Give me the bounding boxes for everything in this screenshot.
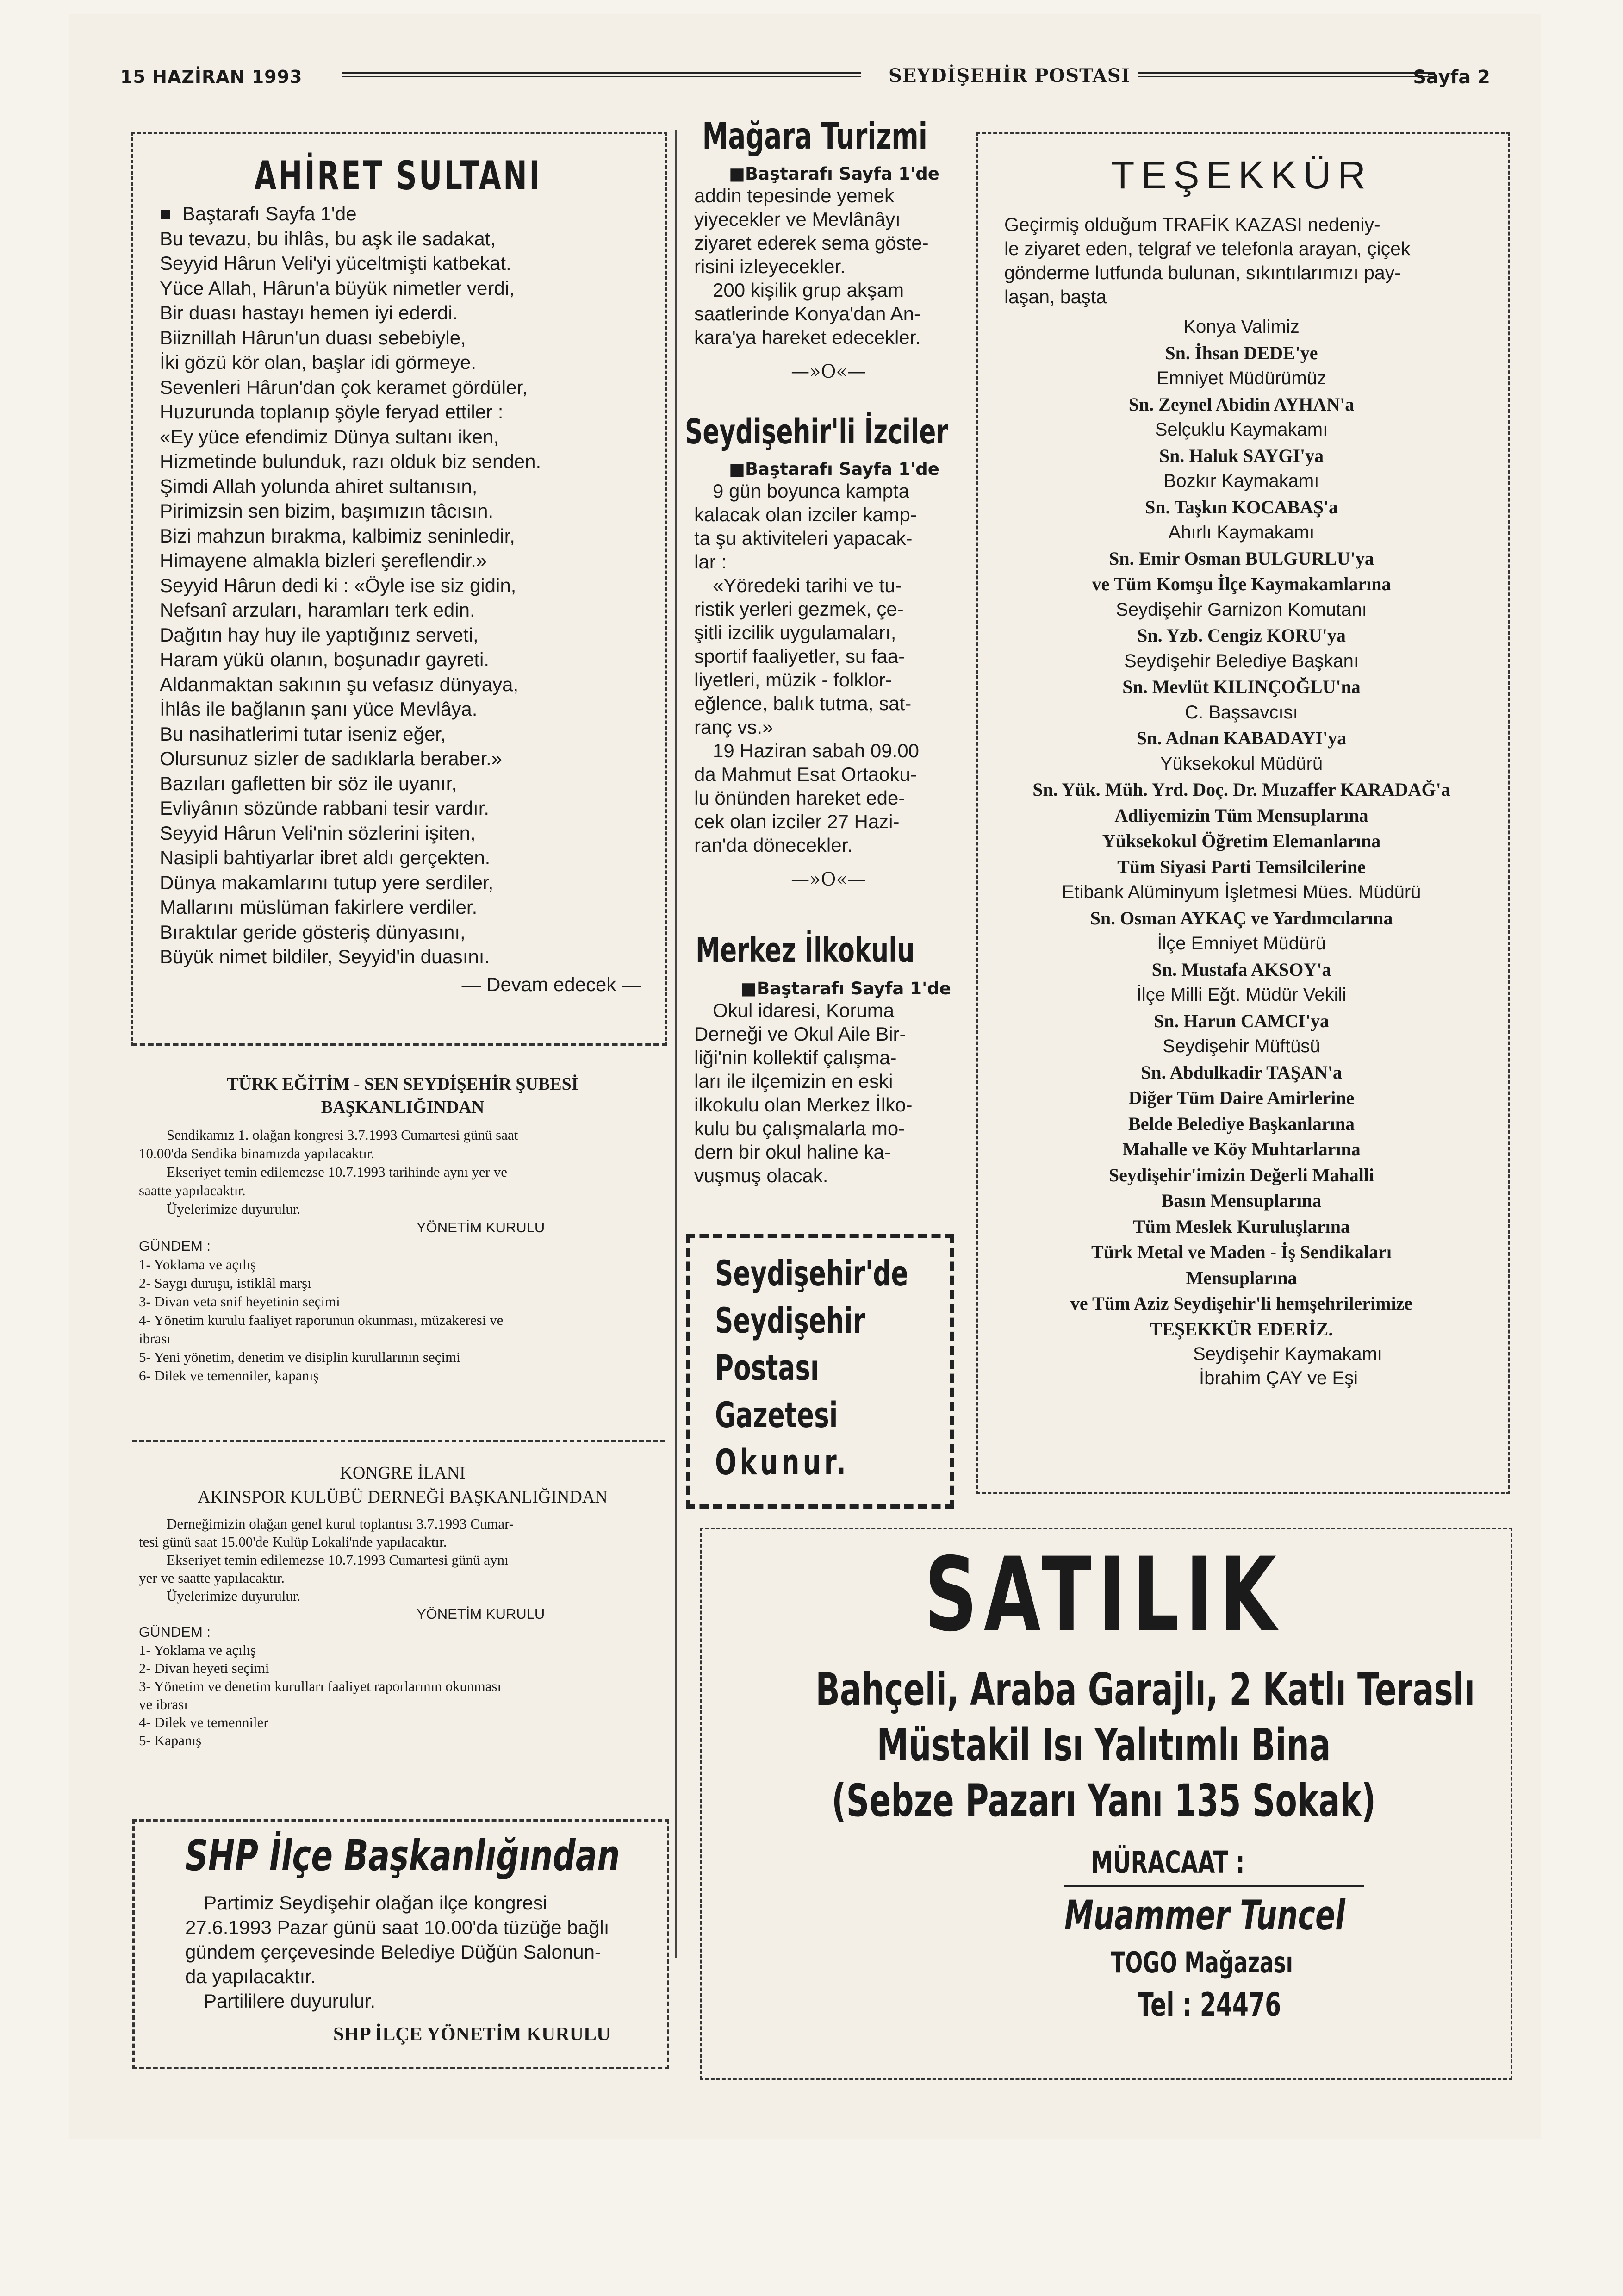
egitim-p1b: 10.00'da Sendika binamızda yapılacaktır. xyxy=(139,1145,375,1161)
thanks-line: ve Tüm Komşu İlçe Kaymakamlarına xyxy=(1092,574,1391,594)
verse-line: Sevenleri Hârun'dan çok keramet gördüler, xyxy=(160,376,528,398)
agenda-item: 5- Kapanış xyxy=(139,1732,202,1748)
article-line: cek olan izciler 27 Hazi- xyxy=(694,811,900,832)
article-line: 19 Haziran sabah 09.00 xyxy=(713,740,919,761)
magara-lead: ■Baştarafı Sayfa 1'de xyxy=(729,164,939,184)
thanks-line: Emniyet Müdürümüz xyxy=(1157,368,1326,388)
egitim-sign: YÖNETİM KURULU xyxy=(417,1219,545,1235)
verse-line: Bu nasihatlerimi tutar iseniz eğer, xyxy=(160,723,446,745)
thanks-line: Seydişehir Müftüsü xyxy=(1163,1036,1320,1056)
thanks-line: Etibank Alüminyum İşletmesi Mües. Müdürü xyxy=(1062,882,1421,902)
shp-line: Partimiz Seydişehir olağan ilçe kongresi xyxy=(204,1892,547,1914)
thanks-line: Sn. Yük. Müh. Yrd. Doç. Dr. Muzaffer KARADAĞ'a xyxy=(1032,779,1450,800)
article-line: ristik yerleri gezmek, çe- xyxy=(694,598,904,620)
verse-line: İki gözü kör olan, başlar idi görmeye. xyxy=(160,351,476,373)
thanks-line: Diğer Tüm Daire Amirlerine xyxy=(1128,1087,1355,1108)
agenda-item: ibrası xyxy=(139,1330,171,1347)
verse-line: Dağıtın hay huy ile yaptığınız serveti, xyxy=(160,624,479,646)
verse-line: «Ey yüce efendimiz Dünya sultanı iken, xyxy=(160,425,499,448)
egitim-title1: TÜRK EĞİTİM - SEN SEYDİŞEHİR ŞUBESİ xyxy=(227,1074,578,1094)
agenda-item: 1- Yoklama ve açılış xyxy=(139,1256,256,1273)
thanks-line: TEŞEKKÜR EDERİZ. xyxy=(1150,1318,1333,1340)
article-line: ranç vs.» xyxy=(694,716,773,738)
thanks-line: Sn. Emir Osman BULGURLU'ya xyxy=(1109,548,1374,569)
ahiret-body xyxy=(160,201,659,997)
article-line: kalacak olan izciler kamp- xyxy=(694,504,917,525)
verse-line: Mallarını müslüman fakirlere verdiler. xyxy=(160,896,478,918)
article-line: Derneği ve Okul Aile Bir- xyxy=(694,1023,906,1045)
satilik-shop: TOGO Mağazası xyxy=(1111,1946,1293,1979)
verse-line: Bizi mahzun bırakma, kalbimiz seninledir, xyxy=(160,524,515,547)
tesekkur-intro xyxy=(979,212,1504,309)
thanks-line: Sn. Osman AYKAÇ ve Yardımcılarına xyxy=(1090,907,1393,929)
kongre-title1: KONGRE İLANI xyxy=(340,1463,466,1483)
izciler-lead: ■Baştarafı Sayfa 1'de xyxy=(729,459,939,479)
verse-line: Nefsanî arzuları, haramları terk edin. xyxy=(160,599,475,621)
satilik-muracaat: MÜRACAAT : xyxy=(1064,1845,1364,1887)
thanks-line: Tüm Meslek Kuruluşlarına xyxy=(1133,1216,1350,1237)
thanks-line: Seydişehir Belediye Başkanı xyxy=(1124,650,1359,671)
magara-body xyxy=(685,184,972,349)
verse-line: Büyük nimet bildiler, Seyyid'in duasını. xyxy=(160,946,490,967)
intro-line: Geçirmiş olduğum TRAFİK KAZASI nedeniy- xyxy=(1004,214,1380,235)
shp-line: Partililere duyurulur. xyxy=(204,1990,376,2012)
thanks-line: Sn. Abdulkadir TAŞAN'a xyxy=(1141,1061,1342,1083)
agenda-item: 4- Dilek ve temenniler xyxy=(139,1714,268,1730)
verse-line: Bıraktılar geride gösteriş dünyasını, xyxy=(160,921,466,943)
verse-line: Evliyânın sözünde rabbani tesir vardır. xyxy=(160,797,490,819)
verse-line: Huzurunda toplanıp şöyle feryad ettiler : xyxy=(160,401,504,423)
kongre-title2: AKINSPOR KULÜBÜ DERNEĞİ BAŞKANLIĞINDAN xyxy=(198,1487,608,1507)
egitim-title2: BAŞKANLIĞINDAN xyxy=(321,1098,485,1117)
egitim-notice xyxy=(139,1074,666,1385)
thanks-line: Sn. Zeynel Abidin AYHAN'a xyxy=(1128,393,1355,415)
thanks-line: Yüksekokul Müdürü xyxy=(1160,753,1323,774)
thanks-line: Sn. Yzb. Cengiz KORU'ya xyxy=(1137,625,1346,646)
kongre-notice xyxy=(139,1463,666,1749)
thanks-line: Seydişehir Garnizon Komutanı xyxy=(1116,599,1367,620)
thanks-line: Belde Belediye Başkanlarına xyxy=(1128,1113,1355,1134)
thanks-line: Sn. Mevlüt KILINÇOĞLU'na xyxy=(1122,676,1361,697)
column-rule xyxy=(675,130,677,1958)
thanks-line: Tüm Siyasi Parti Temsilcilerine xyxy=(1117,856,1366,877)
kongre-agenda xyxy=(139,1641,666,1749)
thanks-line: C. Başsavcısı xyxy=(1185,702,1298,723)
verse-line: Seyyid Hârun Veli'nin sözlerini işiten, xyxy=(160,822,476,844)
shp-line: 27.6.1993 Pazar günü saat 10.00'da tüzüğe bağlı xyxy=(185,1916,609,1938)
article-line: Okul idaresi, Koruma xyxy=(713,999,895,1021)
thanks-line: Bozkır Kaymakamı xyxy=(1163,471,1319,491)
thanks-line: Selçuklu Kaymakamı xyxy=(1155,419,1328,440)
article-line: risini izleyecekler. xyxy=(694,256,846,277)
article-line: liği'nin kollektif çalışma- xyxy=(694,1047,897,1068)
satilik-line3: (Sebze Pazarı Yanı 135 Sokak) xyxy=(831,1775,1376,1827)
article-line: ilkokulu olan Merkez İlko- xyxy=(694,1094,913,1116)
kongre-p3: Üyelerimize duyurulur. xyxy=(167,1588,301,1604)
article-line: ran'da dönecekler. xyxy=(694,834,852,856)
article-line: 9 gün boyunca kampta xyxy=(713,480,909,502)
verse-line: Yüce Allah, Hârun'a büyük nimetler verdi, xyxy=(160,277,515,299)
verse-line: Biiznillah Hârun'un duası sebebiyle, xyxy=(160,326,466,349)
verse-line: Seyyid Hârun dedi ki : «Öyle ise siz gidin, xyxy=(160,574,516,596)
article-line: liyetleri, müzik - folklor- xyxy=(694,669,892,691)
tesekkur-sig1: Seydişehir Kaymakamı xyxy=(1193,1344,1383,1364)
ahiret-header xyxy=(134,153,662,199)
agenda-item: 5- Yeni yönetim, denetim ve disiplin kurullarının seçimi xyxy=(139,1349,460,1365)
merkez-lead: ■Baştarafı Sayfa 1'de xyxy=(740,979,951,998)
thanks-line: Ahırlı Kaymakamı xyxy=(1168,522,1315,543)
article-line: 200 kişilik grup akşam xyxy=(713,279,904,301)
kongre-p1b: tesi günü saat 15.00'de Kulüp Lokali'nde yapılacaktır. xyxy=(139,1534,447,1550)
article-line: ziyaret ederek sema göste- xyxy=(694,232,929,254)
magara-title: Mağara Turizmi xyxy=(702,116,927,157)
verse-line: Aldanmaktan sakının şu vefasız dünyaya, xyxy=(160,673,519,695)
thanks-line: Sn. Harun CAMCI'ya xyxy=(1154,1010,1329,1031)
divider xyxy=(132,1440,665,1442)
merkez-body xyxy=(685,998,972,1187)
satilik-name: Muammer Tuncel xyxy=(1064,1891,1345,1939)
masthead xyxy=(120,65,1490,93)
agenda-item: 2- Saygı duruşu, istiklâl marşı xyxy=(139,1275,311,1291)
shp-line: gündem çerçevesinde Belediye Düğün Salonun- xyxy=(185,1941,601,1963)
verse-line: İhlâs ile bağlanın şanı yüce Mevlâya. xyxy=(160,698,478,720)
magara-sep: —»O«— xyxy=(791,361,866,382)
intro-line: laşan, başta xyxy=(1004,286,1107,307)
article-line: saatlerinde Konya'dan An- xyxy=(694,303,921,324)
thanks-line: Basın Mensuplarına xyxy=(1161,1190,1322,1211)
article-line: şitli izcilik uygulamaları, xyxy=(694,622,896,643)
shp-body xyxy=(185,1890,648,2013)
shp-title: SHP İlçe Başkanlığından xyxy=(185,1831,620,1880)
ahiret-verse xyxy=(160,226,659,969)
masthead-date: 15 HAZİRAN 1993 xyxy=(120,67,303,87)
verse-line: Olursunuz sizler de sadıklarla beraber.» xyxy=(160,748,503,769)
article-line: lar : xyxy=(694,551,727,573)
thanks-line: Sn. Adnan KABADAYI'ya xyxy=(1136,728,1347,749)
ahiret-lead: ■ Baştarafı Sayfa 1'de xyxy=(160,203,357,225)
promo-line: Okunur. xyxy=(715,1441,850,1483)
masthead-title: SEYDİŞEHİR POSTASI xyxy=(889,65,1131,87)
izciler-lead-text: Baştarafı Sayfa 1'de xyxy=(745,459,939,479)
merkez-title: Merkez İlkokulu xyxy=(696,930,915,970)
izciler-title: Seydişehir'li İzciler xyxy=(685,412,948,452)
thanks-line: Adliyemizin Tüm Mensuplarına xyxy=(1114,805,1368,826)
article-line: yiyecekler ve Mevlânâyı xyxy=(694,208,901,230)
ahiret-more: — Devam edecek — xyxy=(461,973,641,995)
promo-line: Gazetesi xyxy=(715,1394,838,1435)
thanks-line: Sn. Taşkın KOCABAŞ'a xyxy=(1145,496,1338,518)
article-line: «Yöredeki tarihi ve tu- xyxy=(713,574,902,596)
verse-line: Haram yükü olanın, boşunadır gayreti. xyxy=(160,649,490,670)
shp-line: da yapılacaktır. xyxy=(185,1965,316,1987)
thanks-line: Sn. İhsan DEDE'ye xyxy=(1165,342,1318,363)
satilik-tel: Tel : 24476 xyxy=(1138,1986,1281,2024)
article-line: lu önünden hareket ede- xyxy=(694,787,905,809)
kongre-p1a: Derneğimizin olağan genel kurul toplantısı 3.7.1993 Cumar- xyxy=(167,1516,514,1532)
agenda-item: 6- Dilek ve temenniler, kapanış xyxy=(139,1367,319,1384)
tesekkur-names xyxy=(979,314,1504,1342)
intro-line: gönderme lutfunda bulunan, sıkıntılarımızı pay- xyxy=(1004,262,1401,283)
satilik-line1: Bahçeli, Araba Garajlı, 2 Katlı Teraslı xyxy=(815,1664,1475,1716)
shp-sign: SHP İLÇE YÖNETİM KURULU xyxy=(333,2024,611,2045)
egitim-agenda xyxy=(139,1255,666,1385)
satilik-ad xyxy=(703,1535,1504,2024)
satilik-title: SATILIK xyxy=(924,1535,1283,1654)
kongre-p2a: Ekseriyet temin edilemezse 10.7.1993 Cumartesi günü aynı xyxy=(167,1552,509,1568)
thanks-line: Yüksekokul Öğretim Elemanlarına xyxy=(1102,830,1381,851)
thanks-line: İlçe Milli Eğt. Müdür Vekili xyxy=(1136,985,1347,1005)
agenda-item: 3- Yönetim ve denetim kurulları faaliyet raporlarının okunması xyxy=(139,1678,502,1694)
izciler-sep: —»O«— xyxy=(791,869,866,890)
agenda-item: 4- Yönetim kurulu faaliyet raporunun okunması, müzakeresi ve xyxy=(139,1312,504,1328)
verse-line: Hizmetinde bulunduk, razı olduk biz senden. xyxy=(160,450,541,472)
masthead-rule-left xyxy=(342,72,861,77)
article-line: da Mahmut Esat Ortaoku- xyxy=(694,763,917,785)
article-line: ları ile ilçemizin en eski xyxy=(694,1070,893,1092)
article-line: kara'ya hareket edecekler. xyxy=(694,326,920,348)
satilik-line2: Müstakil Isı Yalıtımlı Bina xyxy=(877,1719,1331,1771)
merkez-article xyxy=(685,930,972,1187)
izciler-article xyxy=(685,412,972,890)
thanks-line: Konya Valimiz xyxy=(1183,317,1300,337)
promo-line: Seydişehir xyxy=(715,1300,865,1341)
verse-line: Bazıları gafletten bir söz ile uyanır, xyxy=(160,772,457,794)
egitim-p2a: Ekseriyet temin edilemezse 10.7.1993 tarihinde aynı yer ve xyxy=(167,1164,508,1180)
article-line: addin tepesinde yemek xyxy=(694,185,894,206)
tesekkur-title: TEŞEKKÜR xyxy=(1111,153,1372,197)
thanks-line: İlçe Emniyet Müdürü xyxy=(1157,933,1326,954)
ahiret-lead-text: Baştarafı Sayfa 1'de xyxy=(182,203,357,225)
tesekkur-sig2: İbrahim ÇAY ve Eşi xyxy=(1199,1368,1358,1388)
thanks-line: Seydişehir'imizin Değerli Mahalli xyxy=(1108,1164,1374,1185)
tesekkur-notice xyxy=(979,153,1504,1390)
promo-line: Postası xyxy=(715,1347,819,1388)
article-line: vuşmuş olacak. xyxy=(694,1165,828,1186)
thanks-line: Türk Metal ve Maden - İş Sendikaları xyxy=(1091,1242,1392,1262)
verse-line: Himayene almakla bizleri şereflendir.» xyxy=(160,549,487,571)
magara-article xyxy=(685,116,972,382)
article-line: kulu bu çalışmalarla mo- xyxy=(694,1117,905,1139)
egitim-p3: Üyelerimize duyurulur. xyxy=(167,1201,301,1217)
verse-line: Şimdi Allah yolunda ahiret sultanısın, xyxy=(160,475,478,497)
egitim-p2b: saatte yapılacaktır. xyxy=(139,1182,246,1198)
article-line: eğlence, balık tutma, sat- xyxy=(694,693,912,714)
thanks-line: Mahalle ve Köy Muhtarlarına xyxy=(1122,1139,1361,1160)
thanks-line: ve Tüm Aziz Seydişehir'li hemşehrilerimize xyxy=(1070,1293,1413,1314)
thanks-line: Sn. Mustafa AKSOY'a xyxy=(1151,959,1331,980)
satilik-contact xyxy=(1064,1845,1481,2024)
masthead-page: Sayfa 2 xyxy=(1413,67,1490,88)
verse-line: Dünya makamlarını tutup yere serdiler, xyxy=(160,871,494,893)
shp-notice xyxy=(185,1831,648,2046)
verse-line: Bir duası hastayı hemen iyi ederdi. xyxy=(160,302,458,324)
egitim-p1a: Sendikamız 1. olağan kongresi 3.7.1993 Cumartesi günü saat xyxy=(167,1127,518,1143)
agenda-item: 2- Divan heyeti seçimi xyxy=(139,1660,269,1676)
kongre-p2b: yer ve saatte yapılacaktır. xyxy=(139,1570,285,1586)
ahiret-title: AHİRET SULTANI xyxy=(254,153,542,199)
kongre-gundem: GÜNDEM : xyxy=(139,1624,211,1640)
kongre-sign: YÖNETİM KURULU xyxy=(417,1606,545,1622)
agenda-item: ve ibrası xyxy=(139,1696,188,1712)
promo-text xyxy=(715,1250,937,1486)
verse-line: Seyyid Hârun Veli'yi yüceltmişti katbekat. xyxy=(160,252,511,274)
article-line: sportif faaliyetler, su faa- xyxy=(694,645,905,667)
intro-line: le ziyaret eden, telgraf ve telefonla arayan, çiçek xyxy=(1004,238,1411,259)
masthead-rule-right xyxy=(1138,72,1435,77)
thanks-line: Sn. Haluk SAYGI'ya xyxy=(1159,445,1324,466)
merkez-lead-text: Baştarafı Sayfa 1'de xyxy=(756,979,951,998)
egitim-gundem: GÜNDEM : xyxy=(139,1238,211,1254)
agenda-item: 1- Yoklama ve açılış xyxy=(139,1642,256,1658)
izciler-body xyxy=(685,479,972,857)
verse-line: Bu tevazu, bu ihlâs, bu aşk ile sadakat, xyxy=(160,227,496,250)
promo-line: Seydişehir'de xyxy=(715,1253,908,1294)
magara-lead-text: Baştarafı Sayfa 1'de xyxy=(745,164,939,184)
thanks-line: Mensuplarına xyxy=(1186,1267,1297,1288)
agenda-item: 3- Divan veta snif heyetinin seçimi xyxy=(139,1293,340,1310)
article-line: ta şu aktiviteleri yapacak- xyxy=(694,527,913,549)
verse-line: Pirimizsin sen bizim, başımızın tâcısın. xyxy=(160,500,494,522)
article-line: dern bir okul haline ka- xyxy=(694,1141,891,1163)
verse-line: Nasipli bahtiyarlar ibret aldı gerçekten. xyxy=(160,847,491,868)
